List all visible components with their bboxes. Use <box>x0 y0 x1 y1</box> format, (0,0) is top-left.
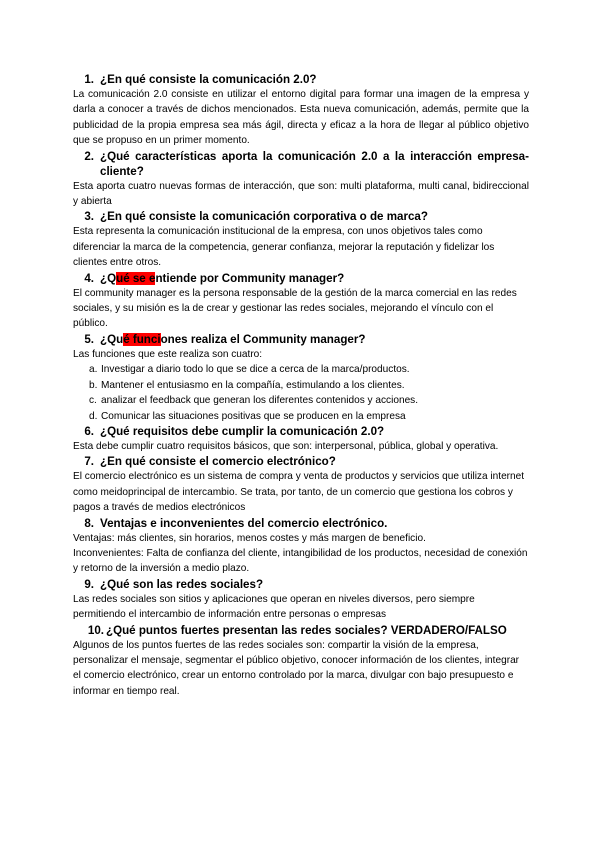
advantages-text: Ventajas: más clientes, sin horarios, menos costes y más margen de beneficio. <box>73 532 426 544</box>
highlighted-text: ué se e <box>116 271 156 285</box>
highlighted-text: é funci <box>123 332 161 346</box>
list-letter: c. <box>89 395 97 407</box>
question-number: 3. <box>84 210 94 224</box>
question-1-heading <box>73 72 529 87</box>
list-item-text: Mantener el entusiasmo en la compañía, estimulando a los clientes. <box>101 379 405 391</box>
functions-list <box>73 362 529 424</box>
list-item <box>73 393 529 408</box>
question-9-answer: Las redes sociales son sitios y aplicaciones que operan en niveles diversos, pero siempre permitiendo el intercambio de información entre personas o empresas <box>73 593 475 621</box>
list-item-text: Investigar a diario todo lo que se dice a cerca de la marca/productos. <box>101 364 410 376</box>
question-10-answer: Algunos de los puntos fuertes de las redes sociales son: compartir la visión de la empresa, personalizar el mensaje, segmentar el público objetivo, conocer información de los clientes, integrar el comercio electrónico, crear un entorno controlado por la marca, divulgar con bajo presupuesto e informar en tiempo real. <box>73 639 520 697</box>
question-3-answer: Esta representa la comunicación institucional de la empresa, con unos objetivos tales como diferenciar la marca de la competencia, generar confianza, mejorar la reputación y fidelizar los clientes entre otros. <box>73 226 495 269</box>
question-4-heading <box>73 271 529 286</box>
title-part: ones realiza el Community manager? <box>160 332 366 346</box>
question-title: Ventajas e inconvenientes del comercio electrónico. <box>100 516 388 530</box>
question-number: 4. <box>84 271 94 285</box>
question-6-heading <box>73 424 529 439</box>
question-title: ¿Qué son las redes sociales? <box>100 577 264 591</box>
disadvantages-text: Inconvenientes: Falta de confianza del cliente, intangibilidad de los productos, necesidad de conexión y retorno de la inversión a medio plazo. <box>73 547 528 575</box>
question-title: ¿Qué requisitos debe cumplir la comunicación 2.0? <box>100 424 385 438</box>
question-number: 6. <box>84 424 94 438</box>
question-number: 5. <box>84 332 94 346</box>
question-number: 1. <box>84 73 94 86</box>
question-1-answer: La comunicación 2.0 consiste en utilizar el entorno digital para formar una imagen de la empresa y darla a conocer a través de dichos mencionados. Esta nueva comunicación, además, permite que la publicidad de la propia empresa sea más ágil, directa y eficaz a la hora de llegar al público objetivo que se propuso en un primer momento. <box>73 89 529 147</box>
document-content <box>73 72 529 699</box>
question-title: ¿En qué consiste la comunicación 2.0? <box>100 73 317 86</box>
question-2-answer: Esta aporta cuatro nuevas formas de interacción, que son: multi plataforma, multi canal, bidireccional y abierta <box>73 180 529 208</box>
list-item <box>73 378 529 393</box>
question-2-heading <box>73 149 529 179</box>
question-8-answer <box>73 531 529 577</box>
list-letter: d. <box>89 410 98 422</box>
list-item <box>73 409 529 424</box>
question-5-answer: Las funciones que este realiza son cuatro: <box>73 348 263 360</box>
question-7-answer: El comercio electrónico es un sistema de compra y venta de productos y servicios que utiliza internet como meidoprincipal de intercambio. Se trata, por tanto, de un comercio que gestiona los cobros y pagos a través de medios electrónicos <box>73 471 525 514</box>
question-10-heading <box>73 623 529 638</box>
question-title: ¿Qué características aporta la comunicación 2.0 a la interacción empresa-cliente? <box>100 149 529 178</box>
question-title: ¿En qué consiste el comercio electrónico? <box>100 455 336 469</box>
list-item-text: Comunicar las situaciones positivas que se producen en la empresa <box>101 410 406 422</box>
list-item-text: analizar el feedback que generan los diferentes contenidos y acciones. <box>101 395 419 407</box>
question-3-heading <box>73 209 529 224</box>
list-letter: b. <box>89 379 98 391</box>
title-part: ¿Q <box>100 271 117 285</box>
list-letter: a. <box>89 364 98 376</box>
question-4-answer: El community manager es la persona responsable de la gestión de la marca comercial en las redes sociales, y su misión es la de crear y gestionar las redes sociales, mejorando el vínculo con el público. <box>73 287 517 330</box>
question-6-answer: Esta debe cumplir cuatro requisitos básicos, que son: interpersonal, pública, global y operativa. <box>73 440 499 452</box>
list-item <box>73 362 529 377</box>
question-9-heading <box>73 577 529 592</box>
question-number: 2. <box>84 149 94 163</box>
question-8-heading <box>73 516 529 531</box>
question-7-heading <box>73 454 529 469</box>
title-part: ntiende por Community manager? <box>155 271 345 285</box>
question-number: 8. <box>84 516 94 530</box>
question-title <box>100 271 529 286</box>
question-number: 10. <box>87 623 104 637</box>
title-part: ¿Qu <box>100 332 124 346</box>
question-number: 9. <box>84 577 94 591</box>
question-number: 7. <box>84 455 94 469</box>
question-title: ¿En qué consiste la comunicación corporativa o de marca? <box>100 210 428 224</box>
question-title: ¿Qué puntos fuertes presentan las redes sociales? VERDADERO/FALSO <box>106 623 507 637</box>
question-title <box>100 332 529 347</box>
question-5-heading <box>73 332 529 347</box>
